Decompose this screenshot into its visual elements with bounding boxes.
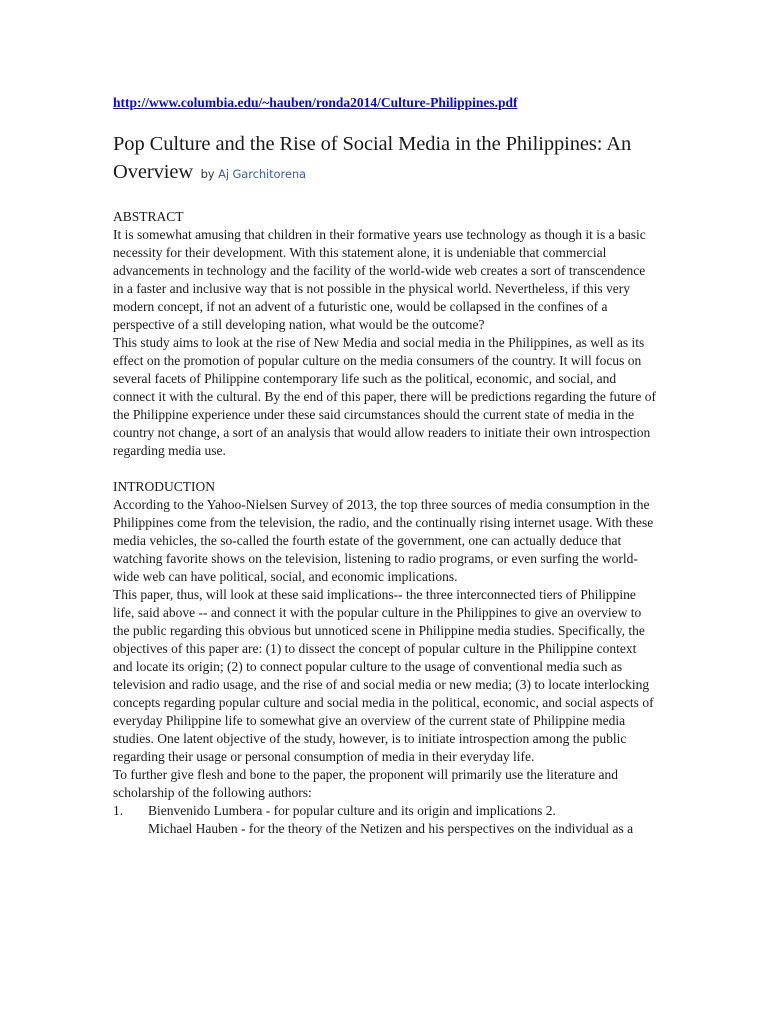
byline bbox=[197, 167, 306, 181]
document-page bbox=[113, 93, 658, 838]
byline-prefix: by bbox=[200, 167, 215, 181]
paper-title bbox=[113, 130, 658, 188]
author-list-item bbox=[113, 802, 658, 820]
introduction-heading: INTRODUCTION bbox=[113, 479, 215, 494]
title-text: Pop Culture and the Rise of Social Media in the Philippines: An Overview bbox=[113, 133, 632, 183]
introduction-paragraph: To further give flesh and bone to the paper, the proponent will primarily use the literature and scholarship of the following authors: bbox=[113, 767, 618, 800]
section-spacer bbox=[113, 460, 658, 478]
list-number: 1. bbox=[113, 803, 124, 818]
abstract-paragraph: This study aims to look at the rise of New Media and social media in the Philippines, as well as its effect on the promotion of popular culture on the media consumers of the country. It will focus on several facets of Philippine contemporary life such as the political, economic, and social, and connect it with the cultural. By the end of this paper, there will be predictions regarding the future of the Philippine experience under these said circumstances should the current state of media in the country not change, a sort of an analysis that would allow readers to initiate their own introspection regarding media use. bbox=[113, 335, 657, 458]
list-item-text: Bienvenido Lumbera - for popular culture and its origin and implications 2. bbox=[148, 803, 556, 818]
source-url-link[interactable]: http://www.columbia.edu/~hauben/ronda2014/Culture-Philippines.pdf bbox=[113, 95, 518, 110]
author-name[interactable]: Aj Garchitorena bbox=[218, 167, 306, 181]
author-list-item: Michael Hauben - for the theory of the Netizen and his perspectives on the individual as a bbox=[148, 821, 634, 836]
introduction-paragraph: According to the Yahoo-Nielsen Survey of 2013, the top three sources of media consumption in the Philippines come from the television, the radio, and the continually rising internet usage. With these media vehicles, the so-called the fourth estate of the government, one can actually deduce that watching favorite shows on the television, listening to radio programs, or even surfing the world-wide web can have political, social, and economic implications. bbox=[113, 497, 654, 584]
introduction-paragraph: This paper, thus, will look at these said implications-- the three interconnected tiers of Philippine life, said above -- and connect it with the popular culture in the Philippines to give an overview to the public regarding this obvious but unnoticed scene in Philippine media studies. Specifically, the objectives of this paper are: (1) to dissect the concept of popular culture in the Philippine context and locate its origin; (2) to connect popular culture to the usage of conventional media such as television and radio usage, and the rise of and social media or new media; (3) to locate interlocking concepts regarding popular culture and social media in the political, economic, and social aspects of everyday Philippine life to somewhat give an overview of the current state of Philippine media studies. One latent objective of the study, however, is to initiate introspection among the public regarding their usage or personal consumption of media in their everyday life. bbox=[113, 587, 654, 764]
abstract-paragraph: It is somewhat amusing that children in their formative years use technology as though it is a basic necessity for their development. With this statement alone, it is undeniable that commercial advancements in technology and the facility of the world-wide web creates a sort of transcendence in a faster and inclusive way that is not possible in the physical world. Nevertheless, if this very modern concept, if not an advent of a futuristic one, would be collapsed in the confines of a perspective of a still developing nation, what would be the outcome? bbox=[113, 227, 646, 332]
abstract-heading: ABSTRACT bbox=[113, 209, 184, 224]
